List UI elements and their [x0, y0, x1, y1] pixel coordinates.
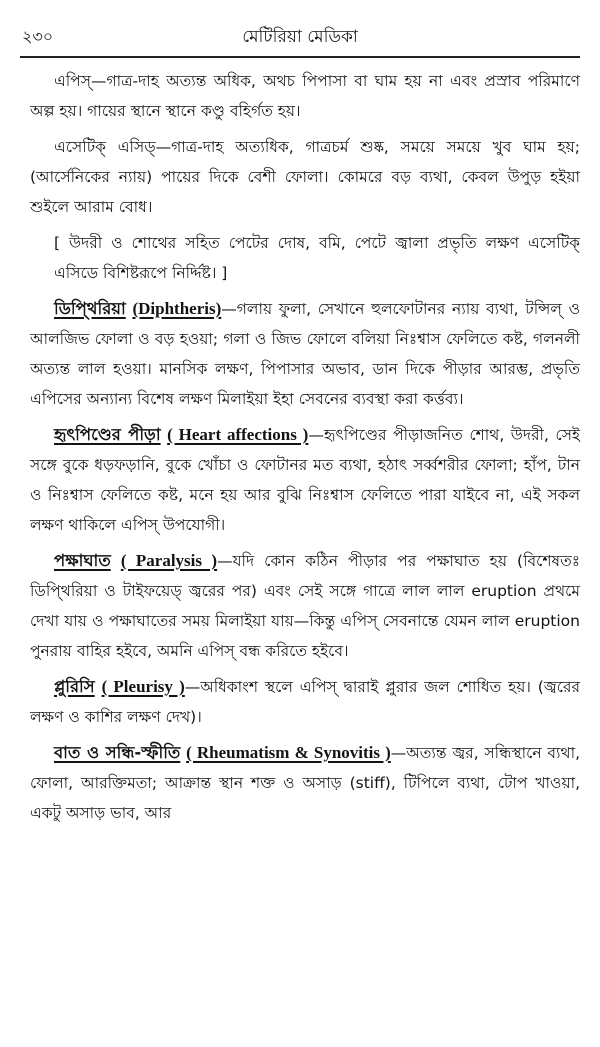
- heading-rheumatism: বাত ও সন্ধি-স্ফীতি: [54, 743, 181, 762]
- heading-heart: হৃৎপিণ্ডের পীড়া: [54, 425, 161, 444]
- bracket-note: [ উদরী ও শোথের সহিত পেটের দোষ, বমি, পেটে জ্বালা প্রভৃতি লক্ষণ এসেটিক্ এসিডে বিশিষ্টরূপে নির্দ্দিষ্ট। ]: [54, 234, 580, 282]
- paralysis-text: —যদি কোন কঠিন পীড়ার পর পক্ষাঘাত হয় (বিশেষতঃ ডিপ্থিরিয়া ও টাইফয়েড্ জ্বরের পর) এবং সেই সঙ্গে গাত্রে লাল লাল eruption প্রথমে দেখা যায় ও পক্ষাঘাতের সময় মিলাইয়া যায়—কিন্তু এপিস্ সেবনান্তে যেমন লাল eruption পুনরায় বাহির হইবে, অমনি এপিস্ বন্ধ করিতে হইবে।: [30, 552, 580, 660]
- header-rule: [20, 56, 580, 58]
- section-paralysis: [30, 546, 580, 666]
- section-diphtheria: [30, 294, 580, 414]
- heading-heart-latin: ( Heart affections ): [167, 425, 309, 444]
- heading-diphtheria-latin: (Diphtheris): [132, 299, 222, 318]
- paragraph-acetic-acid: এসেটিক্ এসিড্—গাত্র-দাহ অত্যধিক, গাত্রচর্ম শুষ্ক, সময়ে সময়ে খুব ঘাম হয়; (আর্সেনিকের ন্যায়) পায়ের দিকে বেশী ফোলা। কোমরে বড় ব্যথা, কেবল উপুড় হইয়া শুইলে আরাম বোধ।: [30, 138, 580, 216]
- section-rheumatism: [30, 738, 580, 828]
- heading-paralysis-latin: ( Paralysis ): [120, 551, 218, 570]
- rheumatism-text: —অত্যন্ত জ্বর, সন্ধিস্থানে ব্যথা, ফোলা, আরক্তিমতা; আক্রান্ত স্থান শক্ত ও অসাড় (stiff), টিপিলে ব্যথা, টোপ খাওয়া, একটু অসাড় ভাব, আর: [30, 744, 581, 822]
- section-pleurisy: [30, 672, 580, 732]
- running-title: মেটিরিয়া মেডিকা: [242, 27, 358, 47]
- heading-diphtheria: ডিপ্থিরিয়া: [54, 299, 126, 318]
- section-heart: [30, 420, 580, 540]
- page-header: [22, 24, 578, 50]
- page-number: ২৩০: [22, 27, 54, 46]
- heading-paralysis: পক্ষাঘাত: [54, 551, 111, 570]
- page-body: [30, 66, 580, 828]
- heart-text: —হৃৎপিণ্ডের পীড়াজনিত শোথ, উদরী, সেই সঙ্গে বুকে ধড়ফড়ানি, বুকে খোঁচা ও ফোটানর মত ব্যথা, হঠাৎ সর্ব্বশরীর ফোলা; হাঁপ, টান ও নিঃশ্বাস ফেলিতে কষ্ট, মনে হয় আর বুঝি নিঃশ্বাস ফেলিতে পারা যাইবে না, এই সকল লক্ষণ থাকিলে এপিস্ উপযোগী।: [30, 426, 580, 534]
- paragraph-apis: এপিস্—গাত্র-দাহ অত্যন্ত অধিক, অথচ পিপাসা বা ঘাম হয় না এবং প্রস্রাব পরিমাণে অল্প হয়। গায়ের স্থানে স্থানে কণ্ডু বহির্গত হয়।: [30, 72, 580, 120]
- diphtheria-text: —গলায় ফুলা, সেখানে হুলফোটানর ন্যায় ব্যথা, টন্সিল্ ও আলজিভ ফোলা ও বড় হওয়া; গলা ও জিভ ফোলে বলিয়া নিঃশ্বাস ফেলিতে কষ্ট, গলনলী অত্যন্ত লাল হওয়া। মানসিক লক্ষণ, পিপাসার অভাব, ডান দিকে পীড়ার আরম্ভ, প্রভৃতি এপিসের অন্যান্য বিশেষ লক্ষণ মিলাইয়া ইহা সেবনের ব্যবস্থা করা কর্ত্তব্য।: [30, 300, 580, 408]
- pleurisy-text: —অধিকাংশ স্থলে এপিস্ দ্বারাই প্লুরার জল শোধিত হয়। (জ্বরের লক্ষণ ও কাশির লক্ষণ দেখ)।: [30, 678, 580, 726]
- heading-rheumatism-latin: ( Rheumatism & Synovitis ): [186, 743, 391, 762]
- heading-pleurisy-latin: ( Pleurisy ): [101, 677, 185, 696]
- heading-pleurisy: প্লুরিসি: [54, 677, 95, 696]
